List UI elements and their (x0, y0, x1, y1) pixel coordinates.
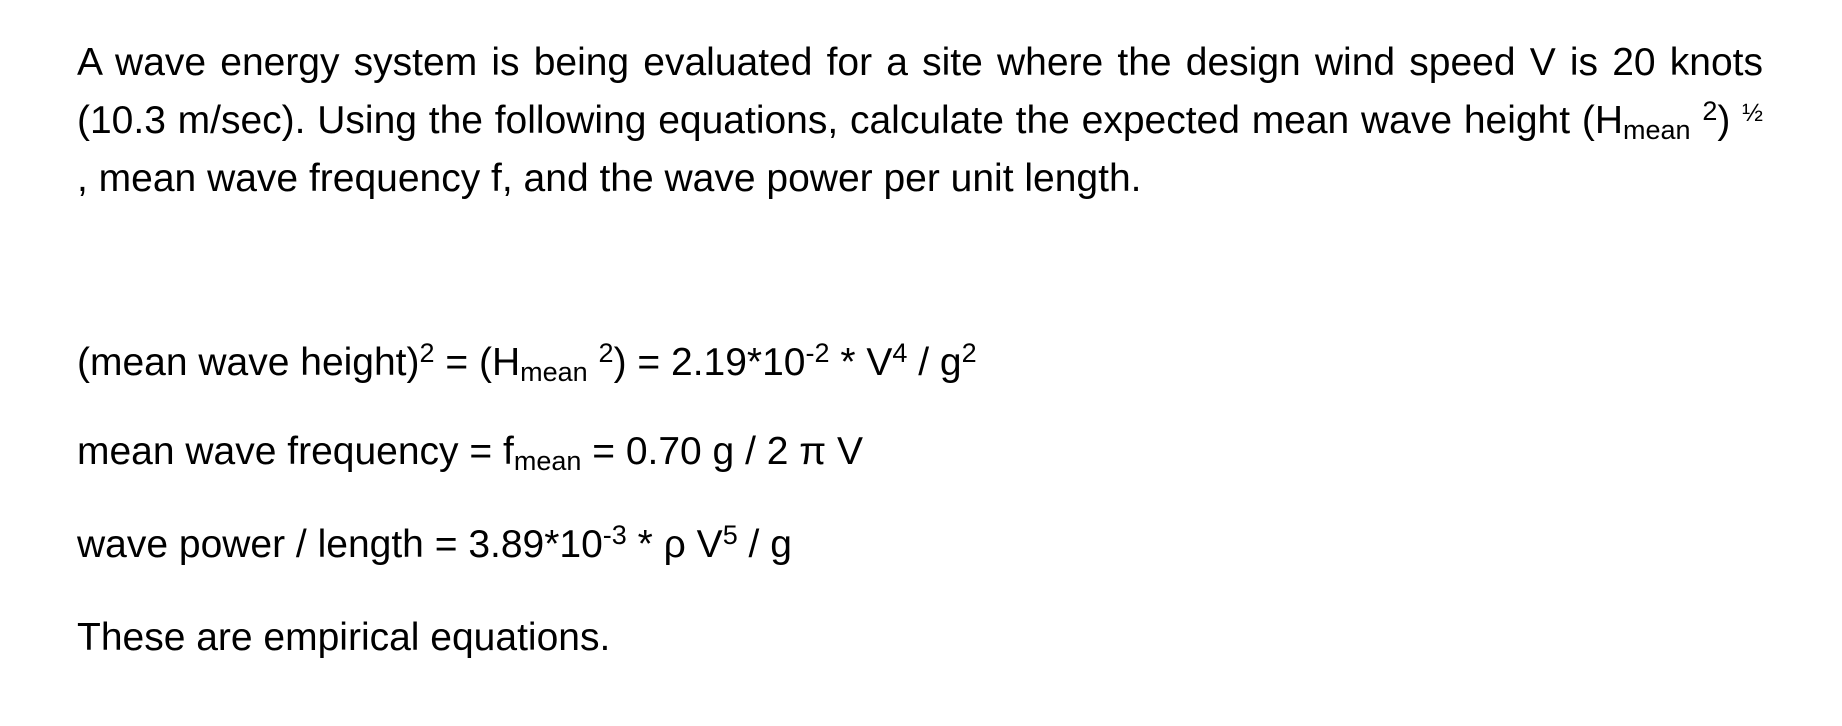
equation-wave-power (77, 521, 792, 569)
squared-superscript: 2 (1702, 96, 1718, 126)
eq1-g-sup: 2 (961, 338, 977, 368)
equation-mean-wave-height (77, 339, 977, 387)
empirical-note: These are empirical equations. (77, 616, 611, 659)
eq3-rhs: / g (737, 523, 792, 566)
problem-statement (77, 34, 1763, 208)
eq1-rhs-a: ) = 2.19*10 (613, 341, 806, 384)
eq1-h-sup: 2 (598, 338, 614, 368)
eq1-rhs-c: / g (907, 341, 962, 384)
eq3-v-sup: 5 (722, 520, 738, 550)
mean-subscript: mean (1623, 115, 1691, 145)
eq1-lhs-sup: 2 (419, 338, 435, 368)
equation-mean-wave-frequency (77, 428, 863, 476)
problem-text: A wave energy system is being evaluated for a site where the design wind speed V is 20 knots (10.3 m/sec). Using the following equations, calculate the expected mean wave height (H (77, 41, 1763, 142)
eq1-mid: = (H (434, 341, 521, 384)
half-superscript: ½ (1742, 99, 1763, 127)
eq3-exponent: -3 (602, 520, 627, 550)
eq3-lhs: wave power / length = 3.89*10 (77, 523, 603, 566)
eq1-lhs: (mean wave height) (77, 341, 420, 384)
eq2-rhs: = 0.70 g / 2 π V (581, 430, 864, 473)
eq1-v-sup: 4 (892, 338, 908, 368)
problem-rest: , mean wave frequency f, and the wave power per unit length. (77, 157, 1142, 200)
eq1-exponent: -2 (805, 338, 830, 368)
eq1-h-sub: mean (520, 357, 588, 387)
eq2-lhs: mean wave frequency = f (77, 430, 514, 473)
close-paren: ) (1717, 99, 1731, 142)
eq1-rhs-b: * V (829, 341, 893, 384)
eq2-f-sub: mean (513, 446, 582, 476)
eq3-mid: * ρ V (626, 523, 723, 566)
